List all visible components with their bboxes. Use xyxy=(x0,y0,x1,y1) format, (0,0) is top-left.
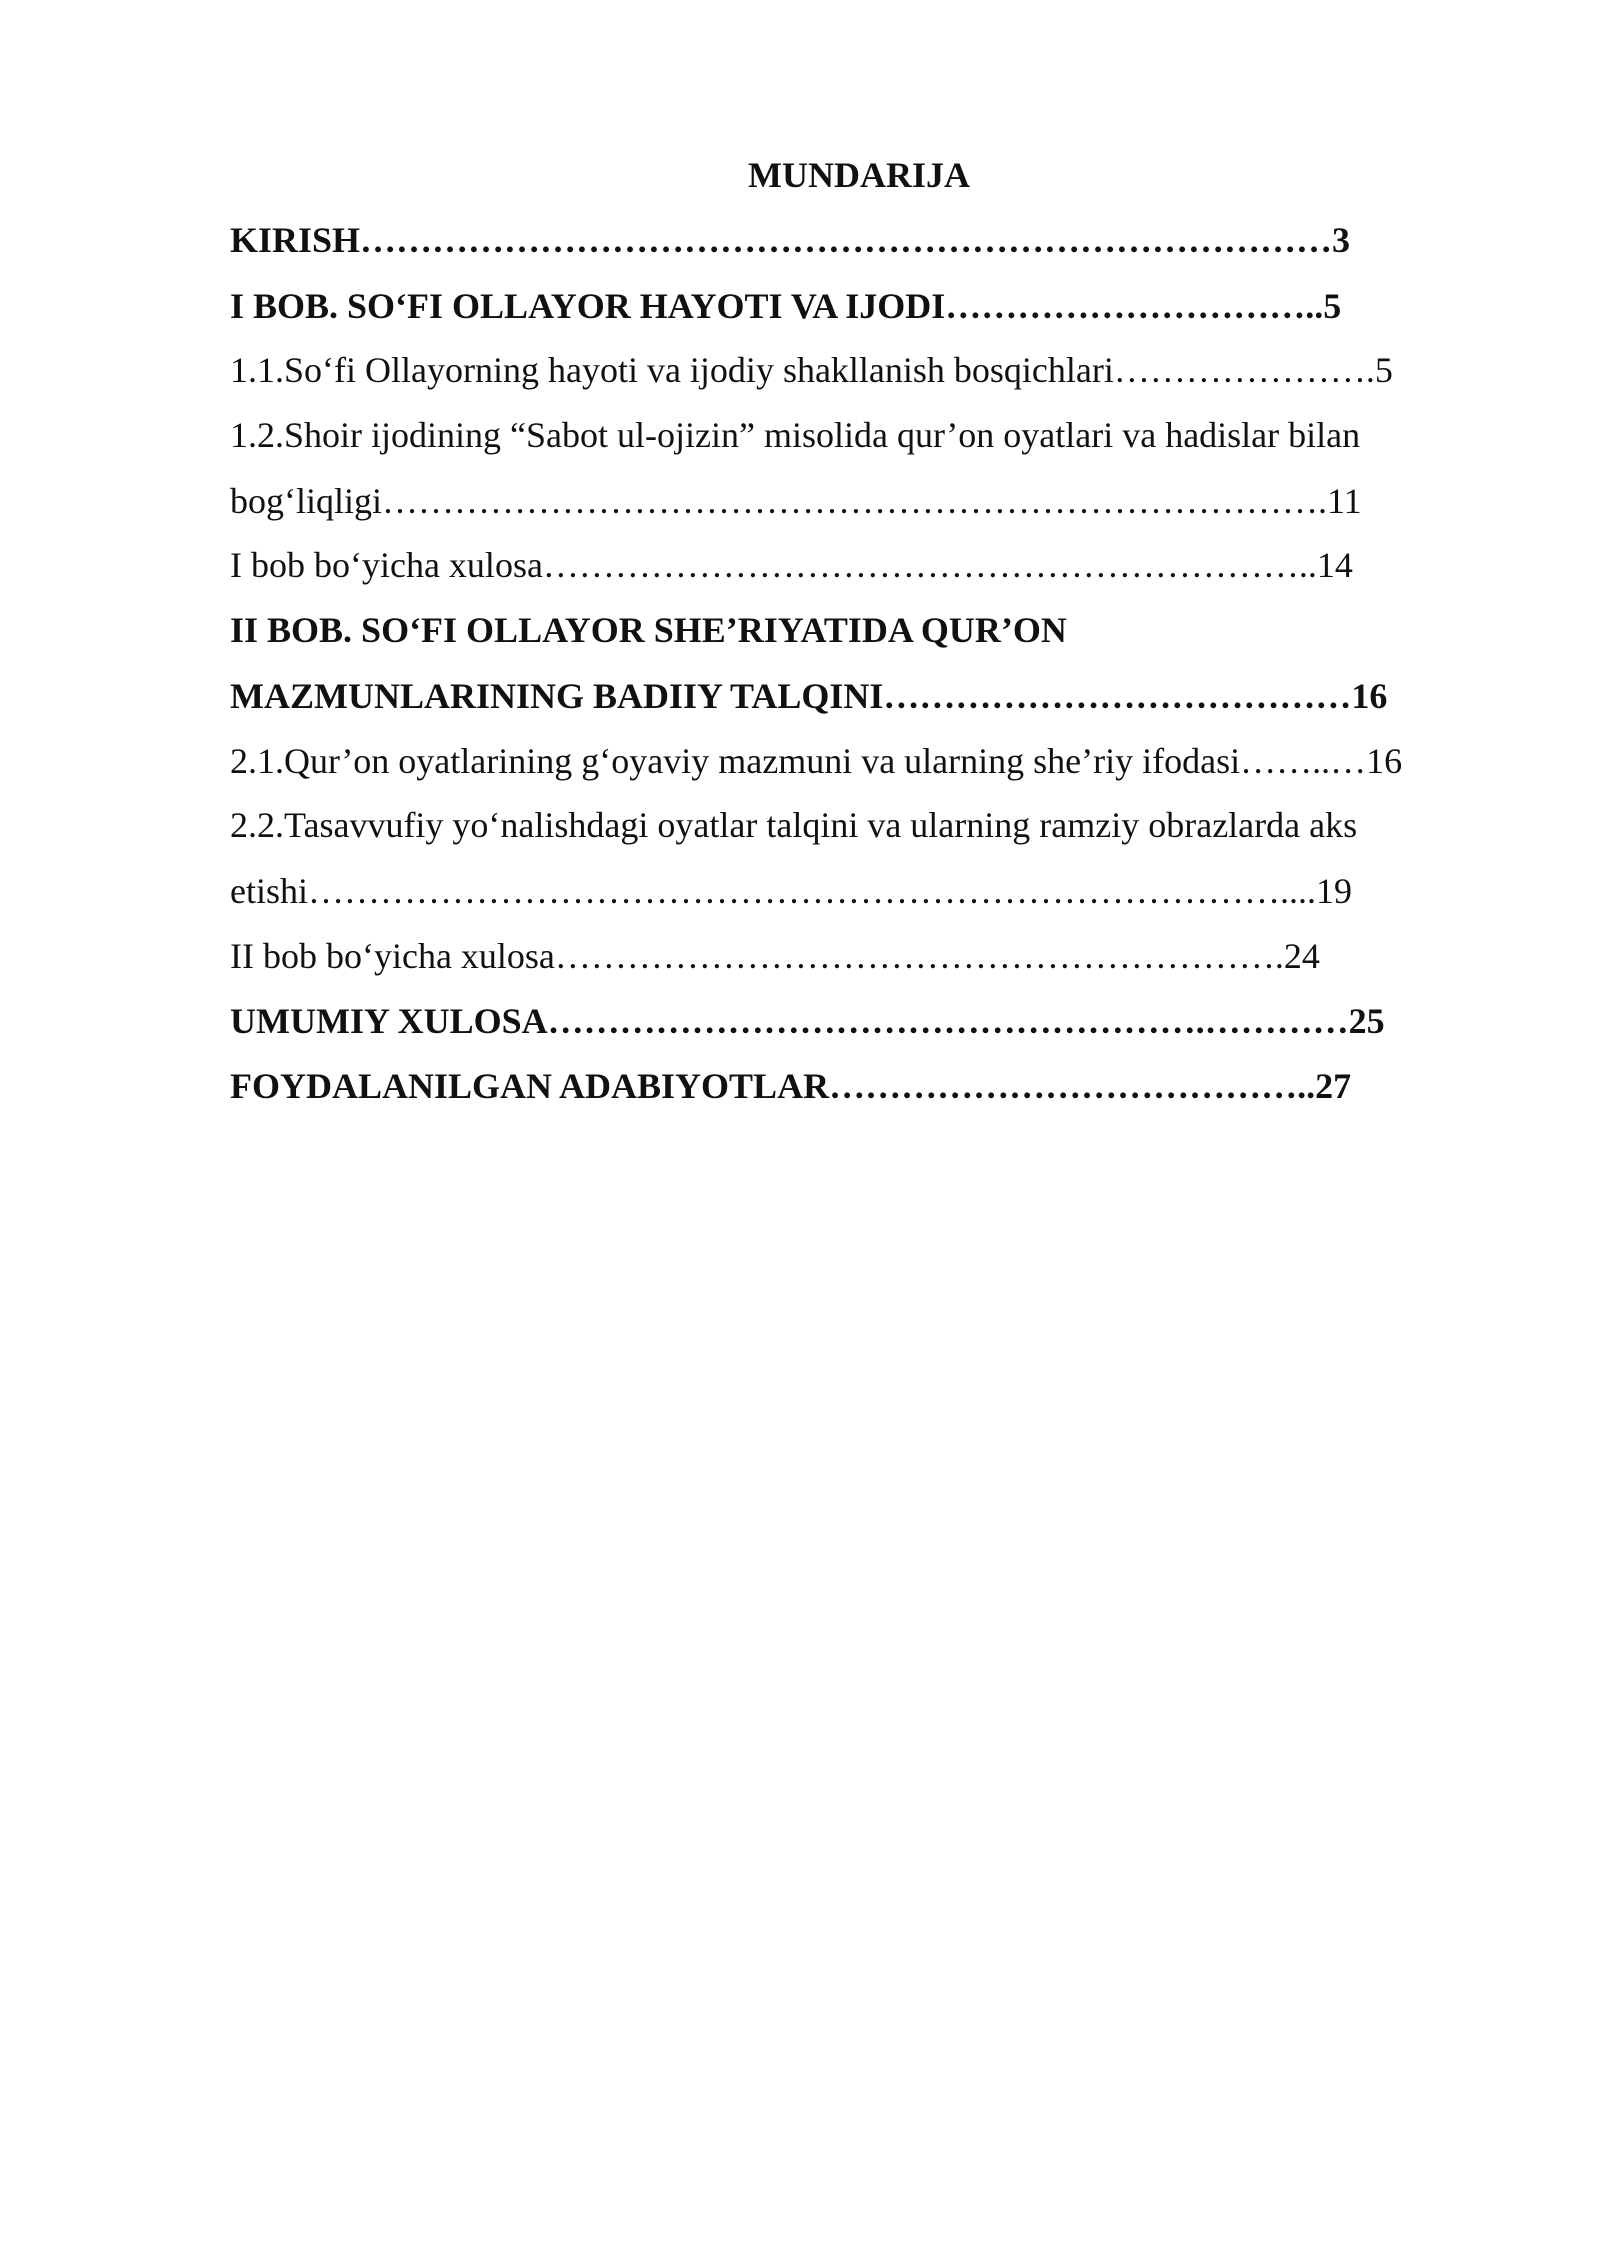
toc-entry-chapter-2-cont: MAZMUNLARINING BADIIY TALQINI…………………………………16 xyxy=(230,676,1388,716)
toc-entry-chapter-1: I BOB. SO‘FI OLLAYOR HAYOTI VA IJODI…………………………..5 xyxy=(230,286,1342,326)
toc-entry-references: FOYDALANILGAN ADABIYOTLAR…………………………………..27 xyxy=(230,1066,1352,1106)
toc-entry-section-2-1: 2.1.Qur’on oyatlarining g‘oyaviy mazmuni va ularning she’riy ifodasi……..…16 xyxy=(230,741,1403,781)
toc-entry-section-2-2-cont: etishi………………………………………………………………………....19 xyxy=(230,871,1352,911)
toc-entry-general-conclusion: UMUMIY XULOSA……………………………………………….…………25 xyxy=(230,1001,1385,1041)
toc-entry-kirish: KIRISH………………………………………………………………………3 xyxy=(230,220,1351,260)
toc-entry-chapter-2: II BOB. SO‘FI OLLAYOR SHE’RIYATIDA QUR’ON xyxy=(230,610,1067,650)
toc-entry-section-1-2-cont: bog‘liqligi…………………………………………………………………….11 xyxy=(230,481,1362,521)
toc-entry-section-1-2: 1.2.Shoir ijodining “Sabot ul-ojizin” misolida qur’on oyatlari va hadislar bilan xyxy=(230,415,1361,455)
toc-entry-chapter-2-summary: II bob bo‘yicha xulosa…………………………………………………….24 xyxy=(230,936,1320,976)
toc-entry-section-2-2: 2.2.Tasavvufiy yo‘nalishdagi oyatlar talqini va ularning ramziy obrazlarda aks xyxy=(230,805,1358,845)
toc-entry-section-1-1: 1.1.So‘fi Ollayorning hayoti va ijodiy shakllanish bosqichlari………………….5 xyxy=(230,350,1393,390)
toc-entry-chapter-1-summary: I bob bo‘yicha xulosa………………………………………………………..14 xyxy=(230,545,1353,585)
toc-title: MUNDARIJA xyxy=(748,155,970,195)
